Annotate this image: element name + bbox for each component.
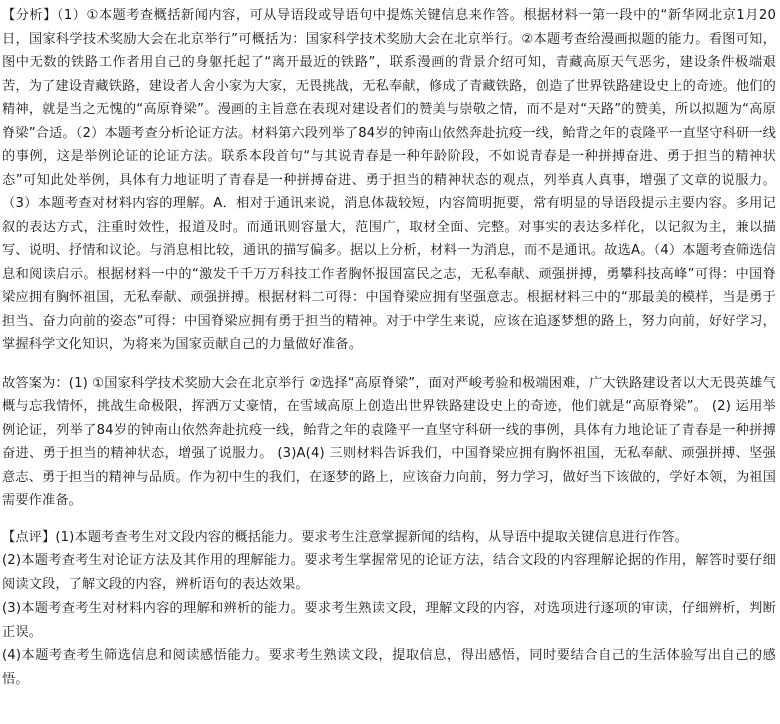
solution-document	[2, 4, 776, 692]
spacer	[2, 513, 776, 526]
review-item-1: 【点评】(1)本题考查考生对文段内容的概括能力。要求考生注意掌握新闻的结构，从导语中提取关键信息进行作答。	[2, 529, 689, 545]
answer-paragraph: 故答案为：(1) ①国家科学技术奖励大会在北京举行 ②选择“高原脊梁”，面对严峻考验和极端困难，广大铁路建设者以大无畏英雄气概与忘我情怀，挑战生命极限，挥洒万丈豪情，在雪域高原上创造出世界铁路建设史上的奇迹，他们就是“高原脊梁”。 (2) 运用举例论证，列举了84岁的钟南山依然奔赴抗疫一线，鲐背之年的袁隆平一直坚守科研一线的事例，具体有力地论证了青春是一种拼搏奋进、勇于担当的精神状态，增强了说服力。 (3)A(4) 三则材料告诉我们，中国脊梁应拥有胸怀祖国，无私奉献、顽强拼搏、坚强意志、勇于担当的精神与品质。作为初中生的我们，在逐梦的路上，应该奋力向前，努力学习，做好当下该做的，学好本领，为祖国需要作准备。	[2, 375, 776, 508]
review-item-2: (2)本题考查考生对论证方法及其作用的理解能力。要求考生掌握常见的论证方法，结合文段的内容理解论据的作用，解答时要仔细阅读文段，了解文段的内容，辨析语句的表达效果。	[2, 553, 776, 593]
analysis-paragraph: 【分析】（1）①本题考查概括新闻内容，可从导语段或导语句中提炼关键信息来作答。根据材料一第一段中的“新华网北京1月20日，国家科学技术奖励大会在北京举行”可概括为：国家科学技术奖励大会在北京举行。②本题考查给漫画拟题的能力。看图可知，图中无数的铁路工作者用自己的身躯托起了“离开最近的铁路”，联系漫画的背景介绍可知，青藏高原天气恶劣，建设条件极端艰苦，为了建设青藏铁路，建设者人舍小家为大家，无畏挑战，无私奉献，修成了青藏铁路，创造了世界铁路建设史上的奇迹。他们的精神，就是当之无愧的“高原脊梁”。漫画的主旨意在表现对建设者们的赞美与崇敬之情，而不是对“天路”的赞美，所以拟题为“高原脊梁”合适。（2）本题考查分析论证方法。材料第六段列举了84岁的钟南山依然奔赴抗疫一线，鲐背之年的袁隆平一直坚守科研一线的事例，这是举例论证的论证方法。联系本段首句“与其说青春是一种年龄阶段，不如说青春是一种拼搏奋进、勇于担当的精神状态”可知此处举例，具体有力地证明了青春是一种拼搏奋进、勇于担当的精神状态的观点，列举真人真事，增强了文章的说服力。（3）本题考查对材料内容的理解。A．相对于通讯来说，消息体裁较短，内容简明扼要，常有明显的导语段提示主要内容。多用记叙的表达方式，注重时效性，报道及时。而通讯则容量大，范围广，取材全面、完整。对事实的表达多样化，以记叙为主，兼以描写、说明、抒情和议论。与消息相比较，通讯的描写偏多。据以上分析，材料一为消息，而不是通讯。故选A。（4）本题考查筛选信息和阅读启示。根据材料一中的“激发千千万万科技工作者胸怀报国富民之志，无私奉献、顽强拼搏，勇攀科技高峰”可得：中国脊梁应拥有胸怀祖国，无私奉献、顽强拼搏。根据材料二可得：中国脊梁应拥有坚强意志。根据材料三中的“那最美的模样，当是勇于担当、奋力向前的姿态”可得：中国脊梁应拥有勇于担当的精神。对于中学生来说，应该在追逐梦想的路上，努力向前，好好学习，掌握科学文化知识，为将来为国家贡献自己的力量做好准备。	[2, 8, 776, 352]
review-item-4: (4)本题考查考生筛选信息和阅读感悟能力。要求考生熟读文段，提取信息，得出感悟，同时要结合自己的生活体验写出自己的感悟。	[2, 648, 776, 688]
review-item-3: (3)本题考查考生对材料内容的理解和辨析的能力。要求考生熟读文段，理解文段的内容，对选项进行逐项的审读，仔细辨析，判断正误。	[2, 600, 776, 640]
spacer	[2, 357, 776, 372]
review-section	[2, 526, 776, 693]
